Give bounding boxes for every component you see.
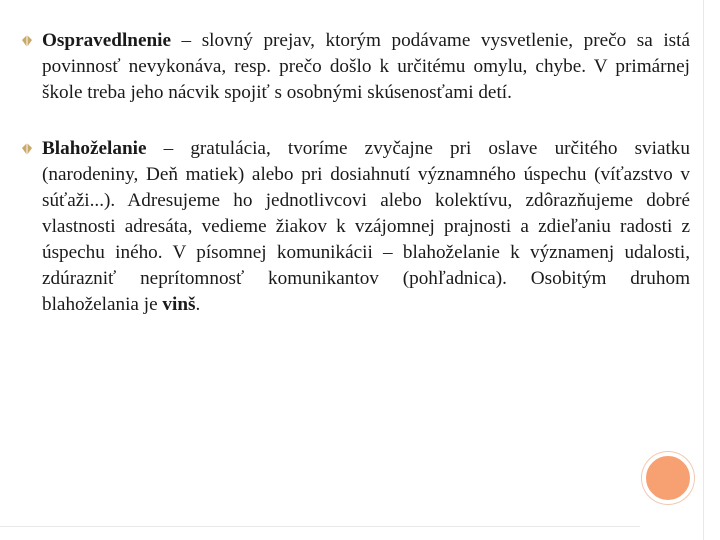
definition-text: – slovný prejav, ktorým podávame vysvetlenie, prečo sa istá povinnosť nevykonáva, resp. prečo došlo k určitému omylu, chybe. V primárnej škole treba jeho nácvik spojiť s osobnými skúsenosťami detí. bbox=[42, 30, 690, 103]
term-label: Blahoželanie bbox=[42, 138, 147, 159]
slide-frame-top bbox=[0, 0, 720, 6]
list-item-ospravedlnenie bbox=[18, 28, 690, 106]
bullet-icon bbox=[20, 142, 34, 156]
slide-border-bottom bbox=[0, 526, 640, 527]
term-label: Ospravedlnenie bbox=[42, 30, 171, 51]
slide-content bbox=[18, 28, 690, 348]
bullet-icon bbox=[20, 34, 34, 48]
decorative-circle bbox=[642, 452, 694, 504]
emphasis-term: vinš bbox=[162, 294, 196, 315]
list-item-blahozelanie bbox=[18, 136, 690, 318]
definition-tail: . bbox=[195, 294, 201, 315]
definition-text: – gratulácia, tvoríme zvyčajne pri oslave určitého sviatku (narodeniny, Deň matiek) alebo pri dosiahnutí významného úspechu (víťazstvo v súťaži...). Adresujeme ho jednotlivcovi alebo kolektívu, zdôrazňujeme dobré vlastnosti adresáta, vedieme žiakov k vzájomnej prajnosti a zdieľaniu radosti z úspechu iného. V písomnej komunikácii – blahoželanie k významenj udalosti, zdúrazniť neprítomnosť komunikantov (pohľadnica). Osobitým druhom blahoželania je bbox=[42, 138, 690, 315]
slide-border-right bbox=[703, 0, 704, 540]
